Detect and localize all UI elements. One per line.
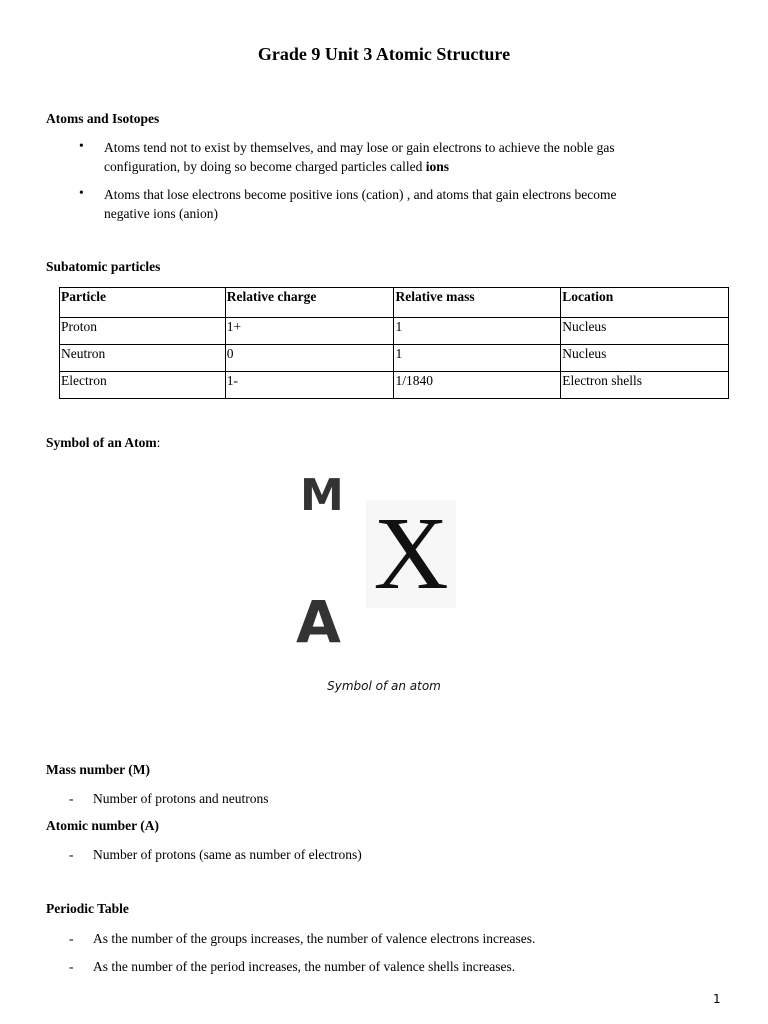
section-heading-periodic-table: Periodic Table: [46, 901, 129, 916]
heading-colon: :: [156, 435, 161, 450]
section-heading-atoms-isotopes: Atoms and Isotopes: [46, 111, 160, 126]
section-heading-atomic-number: Atomic number (A): [46, 818, 159, 833]
bullet-item: [104, 138, 724, 176]
section-heading-subatomic: Subatomic particles: [46, 259, 161, 274]
bullet-line: Atoms tend not to exist by themselves, and may lose or gain electrons to achieve the noble gas: [104, 140, 615, 155]
dash-marker: -: [69, 931, 74, 946]
atomic-number-letter: A: [296, 588, 341, 656]
table-cell: 1: [394, 345, 561, 372]
table-cell: 0: [225, 345, 394, 372]
column-header: Location: [561, 288, 729, 318]
table-row: [60, 345, 729, 372]
list-item: Number of protons (same as number of electrons): [93, 847, 362, 862]
element-symbol-image: X: [366, 500, 456, 608]
bullet-text: configuration, by doing so become charged particles called: [104, 159, 426, 174]
dash-marker: -: [69, 959, 74, 974]
section-heading-symbol: [46, 435, 160, 451]
page-title: Grade 9 Unit 3 Atomic Structure: [257, 44, 511, 64]
list-item: Number of protons and neutrons: [93, 791, 269, 806]
heading-text: Symbol of an Atom: [46, 435, 157, 450]
bold-term: ions: [425, 159, 450, 174]
table-cell: Proton: [60, 318, 226, 345]
page-number: 1: [713, 992, 721, 1006]
table-cell: 1/1840: [394, 372, 561, 399]
bullet-line: [104, 157, 724, 176]
table-row: [60, 372, 729, 399]
table-row: [60, 318, 729, 345]
section-heading-mass-number: Mass number (M): [46, 762, 150, 777]
table-cell: Neutron: [60, 345, 226, 372]
subatomic-table: [59, 287, 729, 399]
figure-caption: Symbol of an atom: [327, 679, 441, 693]
bullet-line: Atoms that lose electrons become positive ions (cation) , and atoms that gain electrons become: [104, 187, 617, 202]
table-cell: Nucleus: [561, 318, 729, 345]
column-header: Particle: [60, 288, 226, 318]
table-cell: 1-: [225, 372, 394, 399]
column-header: Relative mass: [394, 288, 561, 318]
bullet-item: [104, 185, 724, 223]
list-item: As the number of the period increases, the number of valence shells increases.: [93, 959, 516, 974]
bullet-marker: •: [79, 185, 84, 200]
table-cell: 1+: [225, 318, 394, 345]
dash-marker: -: [69, 847, 74, 862]
bullet-line: negative ions (anion): [104, 206, 218, 221]
list-item: As the number of the groups increases, the number of valence electrons increases.: [93, 931, 536, 946]
dash-marker: -: [69, 791, 74, 806]
table-cell: Nucleus: [561, 345, 729, 372]
bullet-marker: •: [79, 138, 84, 153]
mass-number-letter: M: [300, 470, 344, 521]
column-header: Relative charge: [225, 288, 394, 318]
table-cell: Electron shells: [561, 372, 729, 399]
table-header-row: [60, 288, 729, 318]
table-cell: Electron: [60, 372, 226, 399]
table-cell: 1: [394, 318, 561, 345]
